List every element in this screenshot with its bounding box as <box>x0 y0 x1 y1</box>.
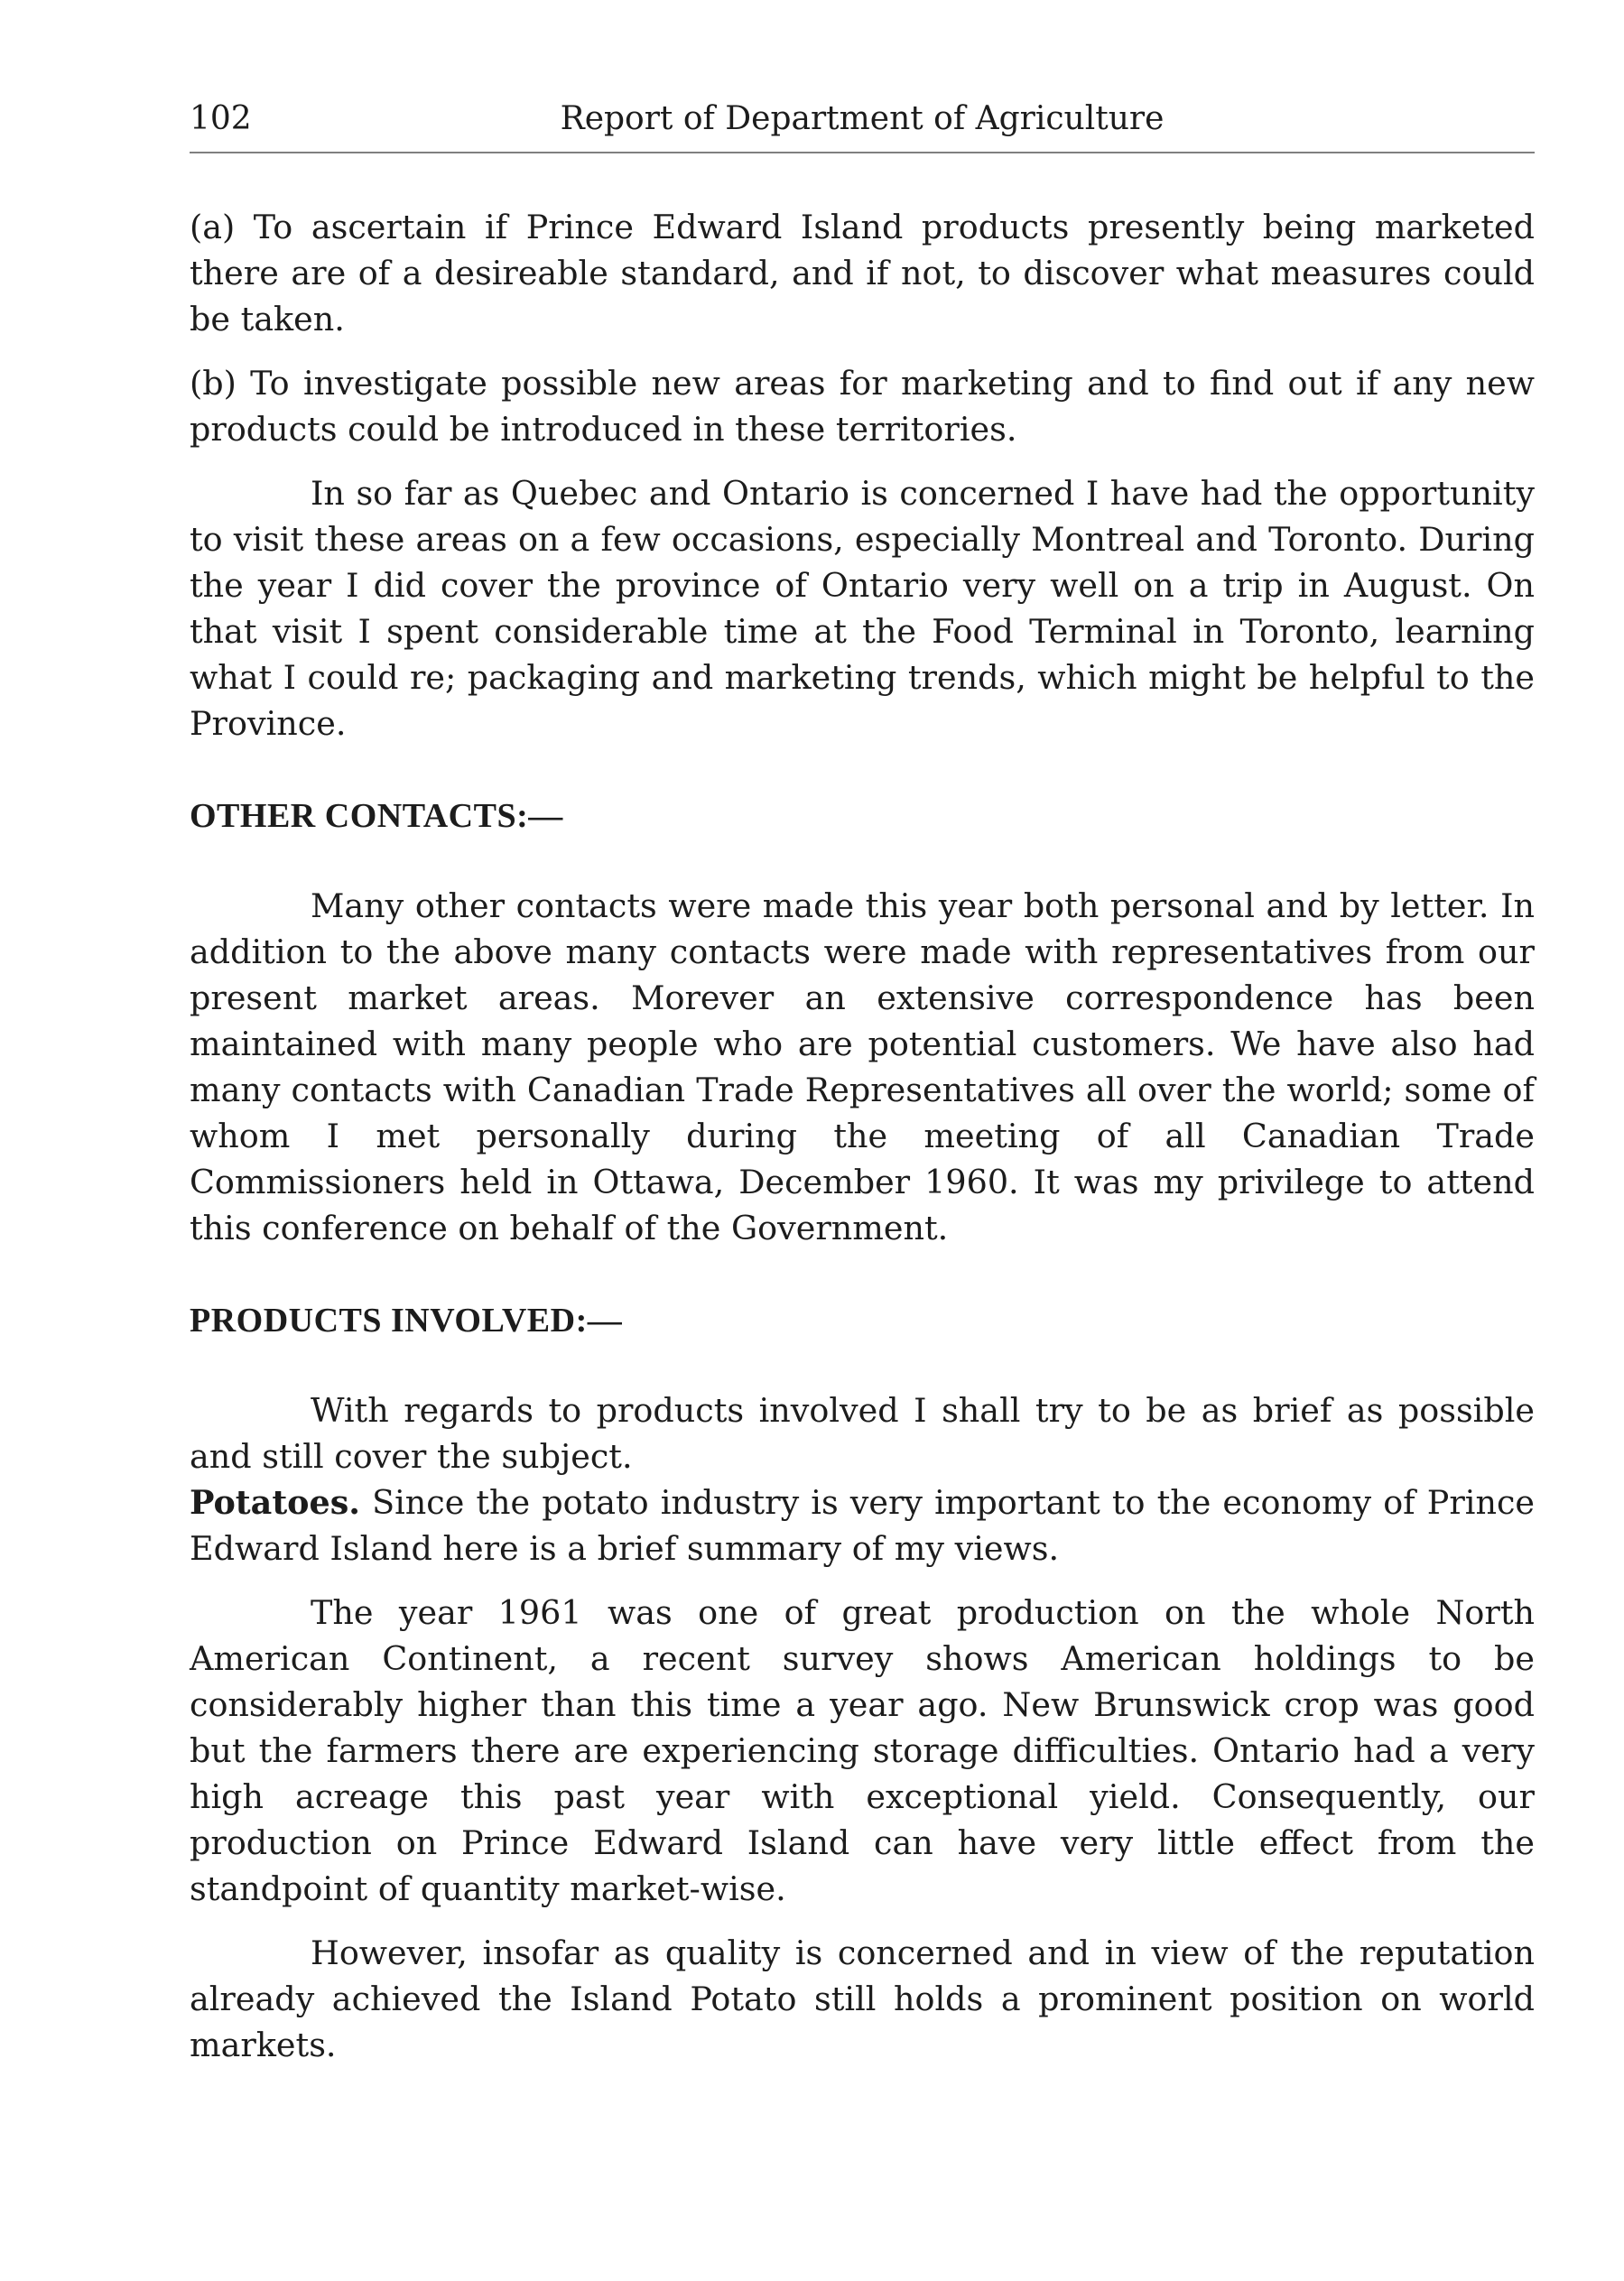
running-header <box>190 90 1535 148</box>
potatoes-run-in-heading: Potatoes. <box>190 1483 361 1522</box>
document-page <box>190 90 1535 2086</box>
page-number: 102 <box>190 100 252 137</box>
paragraph-1961: The year 1961 was one of great production on the whole North American Continent, a recent survey shows American holdings to be considerably higher than this time a year ago. New Brunswick crop was good but the farmers there are experiencing storage difficulties. Ontario had a very high acreage this past year with exceptional yield. Consequently, our production on Prince Edward Island can have very little effect from the standpoint of quantity market-wise. <box>190 1593 1535 1908</box>
body-text <box>190 204 1535 2068</box>
paragraph-a: (a) To ascertain if Prince Edward Island products presently being marketed there are of a desireable standard, and if not, to discover what measures could be taken. <box>190 208 1535 338</box>
potatoes-text: Since the potato industry is very important to the economy of Prince Edward Island here is a brief summary of my views. <box>190 1483 1535 1568</box>
running-title: Report of Department of Agriculture <box>560 100 1165 137</box>
paragraph-b: (b) To investigate possible new areas for marketing and to find out if any new products could be introduced in these territories. <box>190 364 1535 449</box>
paragraph-quality: However, insofar as quality is concerned and in view of the reputation already achieved the Island Potato still holds a prominent position on world markets. <box>190 1933 1535 2064</box>
paragraph-potatoes <box>190 1479 1535 1572</box>
paragraph-products: With regards to products involved I shall try to be as brief as possible and still cover the subject. <box>190 1391 1535 1476</box>
header-rule <box>190 152 1535 153</box>
heading-products-involved: PRODUCTS INVOLVED:— <box>190 1302 623 1340</box>
heading-other-contacts: OTHER CONTACTS:— <box>190 797 563 835</box>
paragraph-other-contacts: Many other contacts were made this year both personal and by letter. In addition to the above many contacts were made with representatives from our present market areas. Morever an extensive correspondence has been maintained with many people who are potential customers. We have also had many contacts with Canadian Trade Representatives all over the world; some of whom I met personally during the meeting of all Canadian Trade Commissioners held in Ottawa, December 1960. It was my privilege to attend this conference on behalf of the Government. <box>190 886 1535 1247</box>
paragraph-quebec-ontario: In so far as Quebec and Ontario is concerned I have had the opportunity to visit these areas on a few occasions, especially Montreal and Toronto. During the year I did cover the province of Ontario very well on a trip in August. On that visit I spent considerable time at the Food Terminal in Toronto, learning what I could re; packaging and marketing trends, which might be helpful to the Province. <box>190 474 1535 743</box>
